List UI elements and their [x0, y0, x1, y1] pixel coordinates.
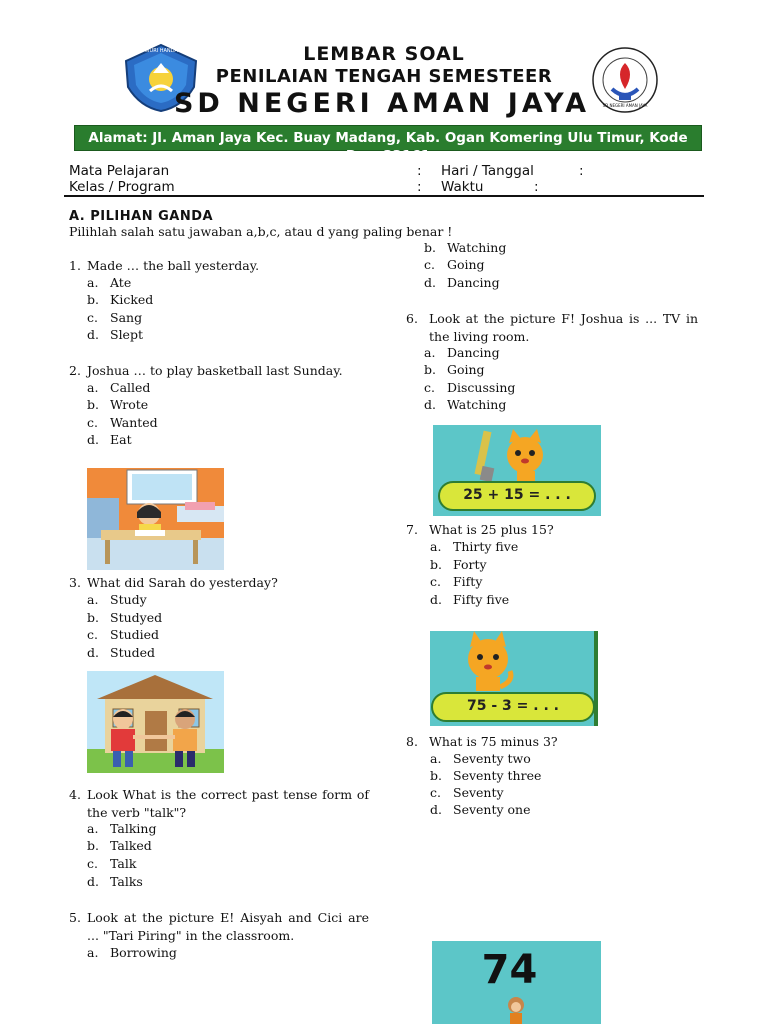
time-colon: : — [534, 179, 539, 195]
option-letter: b. — [430, 557, 442, 572]
option-letter: c. — [424, 257, 435, 272]
school-emblem-logo — [590, 45, 660, 115]
question-number: 5. — [69, 910, 81, 925]
day-label: Hari / Tanggal — [441, 163, 534, 179]
option-text: Talking — [110, 821, 157, 836]
option-text: Ate — [110, 275, 132, 290]
option-text: Slept — [110, 327, 143, 342]
option-letter: b. — [424, 240, 436, 255]
math-addition-picture — [433, 425, 601, 516]
question-number: 3. — [69, 575, 81, 590]
option-letter: a. — [430, 539, 442, 554]
day-colon: : — [579, 163, 584, 179]
option-letter: b. — [87, 838, 99, 853]
question-text: What is 25 plus 15? — [429, 522, 554, 537]
option-text: Studied — [110, 627, 160, 642]
question-text: Made … the ball yesterday. — [87, 258, 260, 273]
girl-studying-picture — [87, 468, 224, 570]
option-letter: d. — [87, 645, 99, 660]
option-letter: d. — [430, 592, 442, 607]
option-text: Study — [110, 592, 147, 607]
option-letter: a. — [430, 751, 442, 766]
option-text: Seventy one — [453, 802, 531, 817]
option-text: Going — [447, 362, 485, 377]
option-text: Studed — [110, 645, 156, 660]
option-letter: a. — [87, 945, 99, 960]
question-text: What did Sarah do yesterday? — [87, 575, 278, 590]
option-letter: c. — [87, 310, 98, 325]
question-number: 4. — [69, 787, 81, 802]
question-number: 8. — [406, 734, 418, 749]
class-label: Kelas / Program — [69, 179, 175, 195]
option-letter: b. — [87, 292, 99, 307]
question-text: Look What is the correct past tense form of the verb "talk"? — [87, 787, 369, 820]
school-name: SD NEGERI AMAN JAYA — [173, 88, 591, 119]
option-text: Fifty five — [453, 592, 510, 607]
option-letter: c. — [87, 856, 98, 871]
option-text: Thirty five — [453, 539, 519, 554]
option-text: Seventy two — [453, 751, 531, 766]
option-letter: c. — [87, 627, 98, 642]
question-text: Look at the picture F! Joshua is ... TV in the living room. — [429, 311, 698, 344]
exam-title: PENILAIAN TENGAH SEMESTEER — [215, 66, 553, 87]
address-banner — [74, 125, 702, 164]
question-text: Joshua … to play basketball last Sunday. — [87, 363, 343, 378]
option-letter: d. — [87, 874, 99, 889]
option-text: Wanted — [110, 415, 158, 430]
option-text: Talked — [110, 838, 152, 853]
option-letter: a. — [87, 380, 99, 395]
option-text: Sang — [110, 310, 143, 325]
option-text: Forty — [453, 557, 487, 572]
math-addition-text: 25 + 15 = . . . — [463, 487, 571, 503]
option-letter: c. — [87, 415, 98, 430]
number-text: 74 — [481, 947, 538, 993]
option-text: Studyed — [110, 610, 163, 625]
header-divider — [64, 195, 704, 197]
option-letter: d. — [87, 327, 99, 342]
option-letter: b. — [87, 397, 99, 412]
question-number: 1. — [69, 258, 81, 273]
question-text: Look at the picture E! Aisyah and Cici are ... "Tari Piring" in the classroom. — [87, 910, 369, 943]
option-text: Eat — [110, 432, 132, 447]
option-text: Fifty — [453, 574, 483, 589]
option-letter: b. — [87, 610, 99, 625]
math-subtraction-picture — [430, 631, 598, 726]
option-text: Seventy three — [453, 768, 542, 783]
option-text: Borrowing — [110, 945, 177, 960]
two-boys-picture — [87, 671, 224, 773]
option-letter: d. — [430, 802, 442, 817]
option-text: Watching — [447, 240, 507, 255]
option-letter: d. — [424, 275, 436, 290]
option-letter: a. — [424, 345, 436, 360]
time-label: Waktu — [441, 179, 484, 195]
address-text: Alamat: Jl. Aman Jaya Kec. Buay Madang, Kab. Ogan Komering Ulu Timur, Kode Pos: 32161 — [88, 130, 688, 164]
option-text: Watching — [447, 397, 507, 412]
option-letter: d. — [87, 432, 99, 447]
option-letter: c. — [430, 574, 441, 589]
sheet-title: LEMBAR SOAL — [303, 43, 465, 65]
option-text: Talks — [110, 874, 143, 889]
math-subtraction-text: 75 - 3 = . . . — [467, 698, 559, 714]
number-picture — [432, 941, 601, 1024]
option-letter: a. — [87, 275, 99, 290]
option-letter: a. — [87, 592, 99, 607]
option-letter: a. — [87, 821, 99, 836]
option-text: Called — [110, 380, 151, 395]
section-title: A. PILIHAN GANDA — [69, 209, 214, 224]
question-number: 6. — [406, 311, 418, 326]
logo-left-caption: TUT WURI HANDAYANI — [133, 48, 189, 54]
option-letter: d. — [424, 397, 436, 412]
option-letter: c. — [430, 785, 441, 800]
option-letter: b. — [430, 768, 442, 783]
subject-colon: : — [417, 163, 422, 179]
option-text: Discussing — [447, 380, 516, 395]
question-number: 7. — [406, 522, 418, 537]
option-letter: c. — [424, 380, 435, 395]
option-text: Dancing — [447, 345, 500, 360]
option-text: Seventy — [453, 785, 504, 800]
option-text: Wrote — [110, 397, 149, 412]
logo-right-caption: SD NEGERI AMAN JAYA — [602, 103, 648, 108]
section-instruction: Pilihlah salah satu jawaban a,b,c, atau d yang paling benar ! — [69, 224, 453, 239]
option-letter: b. — [424, 362, 436, 377]
question-number: 2. — [69, 363, 81, 378]
option-text: Dancing — [447, 275, 500, 290]
option-text: Going — [447, 257, 485, 272]
option-text: Kicked — [110, 292, 154, 307]
option-text: Talk — [110, 856, 137, 871]
class-colon: : — [417, 179, 422, 195]
question-text: What is 75 minus 3? — [429, 734, 558, 749]
subject-label: Mata Pelajaran — [69, 163, 170, 179]
